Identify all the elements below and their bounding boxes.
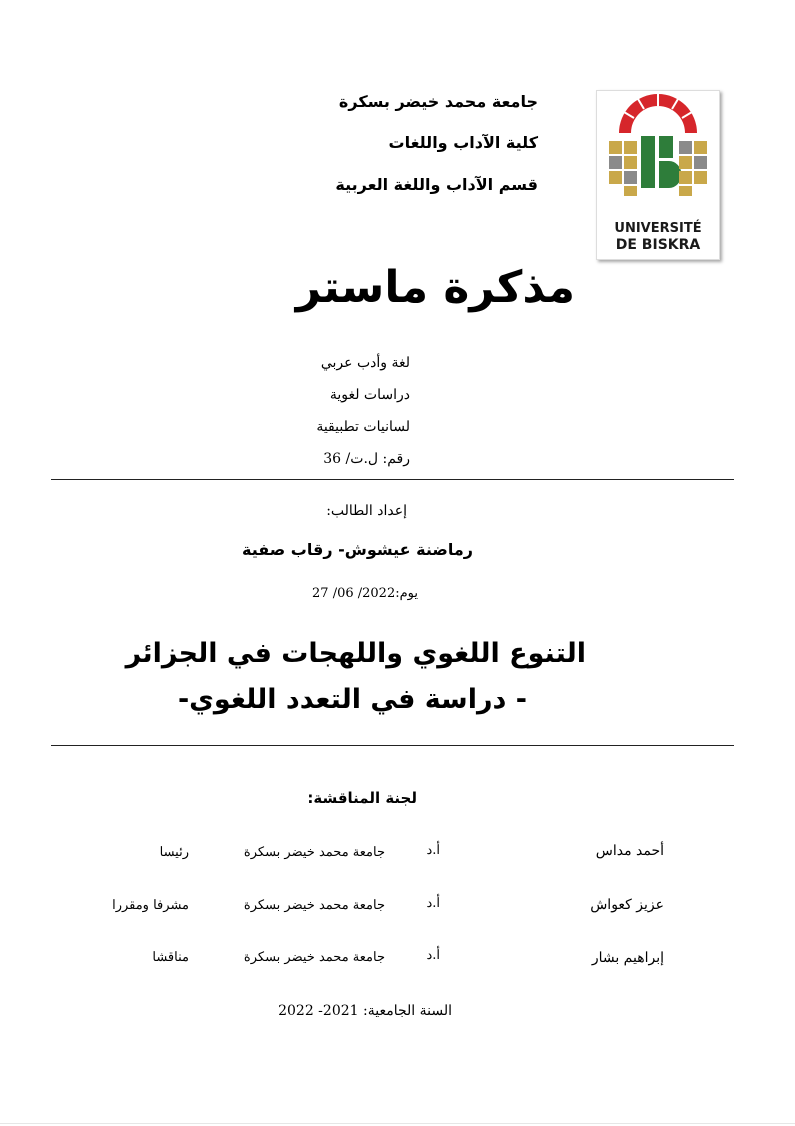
specialty-name: لسانيات تطبيقية [316,419,410,435]
divider-bottom [51,745,734,746]
member-degree: أ.د [426,948,440,963]
logo-line-2: DE BISKRA [615,237,701,253]
department-name: قسم الآداب واللغة العربية [335,175,538,194]
member-degree: أ.د [426,843,440,858]
academic-year: السنة الجامعية: 2021- 2022 [278,1003,452,1019]
prepared-by-label: إعداد الطالب: [326,503,407,519]
thesis-title-line-2: - دراسة في التعدد اللغوي- [177,684,527,715]
member-name: إبراهيم بشار [591,950,664,966]
member-name: عزيز كعواش [590,897,664,913]
page-bottom-edge [0,1123,795,1124]
member-role: رئيسا [159,845,189,860]
faculty-name: كلية الآداب واللغات [388,133,538,152]
university-name: جامعة محمد خيضر بسكرة [338,92,538,111]
field-name: لغة وأدب عربي [320,355,410,371]
member-university: جامعة محمد خيضر بسكرة [243,950,385,965]
branch-name: دراسات لغوية [329,387,410,403]
member-university: جامعة محمد خيضر بسكرة [243,845,385,860]
memo-number: رقم: ل.ت/ 36 [323,451,410,467]
member-role: مشرفا ومقررا [112,898,189,913]
member-name: أحمد مداس [595,843,664,859]
thesis-title-line-1: التنوع اللغوي واللهجات في الجزائر [125,638,586,669]
logo-line-1: UNIVERSITÉ [614,221,702,236]
divider-top [51,479,734,480]
member-degree: أ.د [426,896,440,911]
students-names: رماضنة عيشوش- رقاب صفية [241,540,473,559]
biskra-emblem-icon [597,91,719,221]
member-university: جامعة محمد خيضر بسكرة [243,898,385,913]
memo-title: مذكرة ماستر [295,262,575,313]
member-role: مناقشا [152,950,189,965]
committee-label: لجنة المناقشة: [307,789,417,807]
university-logo [596,90,720,260]
defense-date: يوم:2022/ 06/ 27 [312,586,418,601]
